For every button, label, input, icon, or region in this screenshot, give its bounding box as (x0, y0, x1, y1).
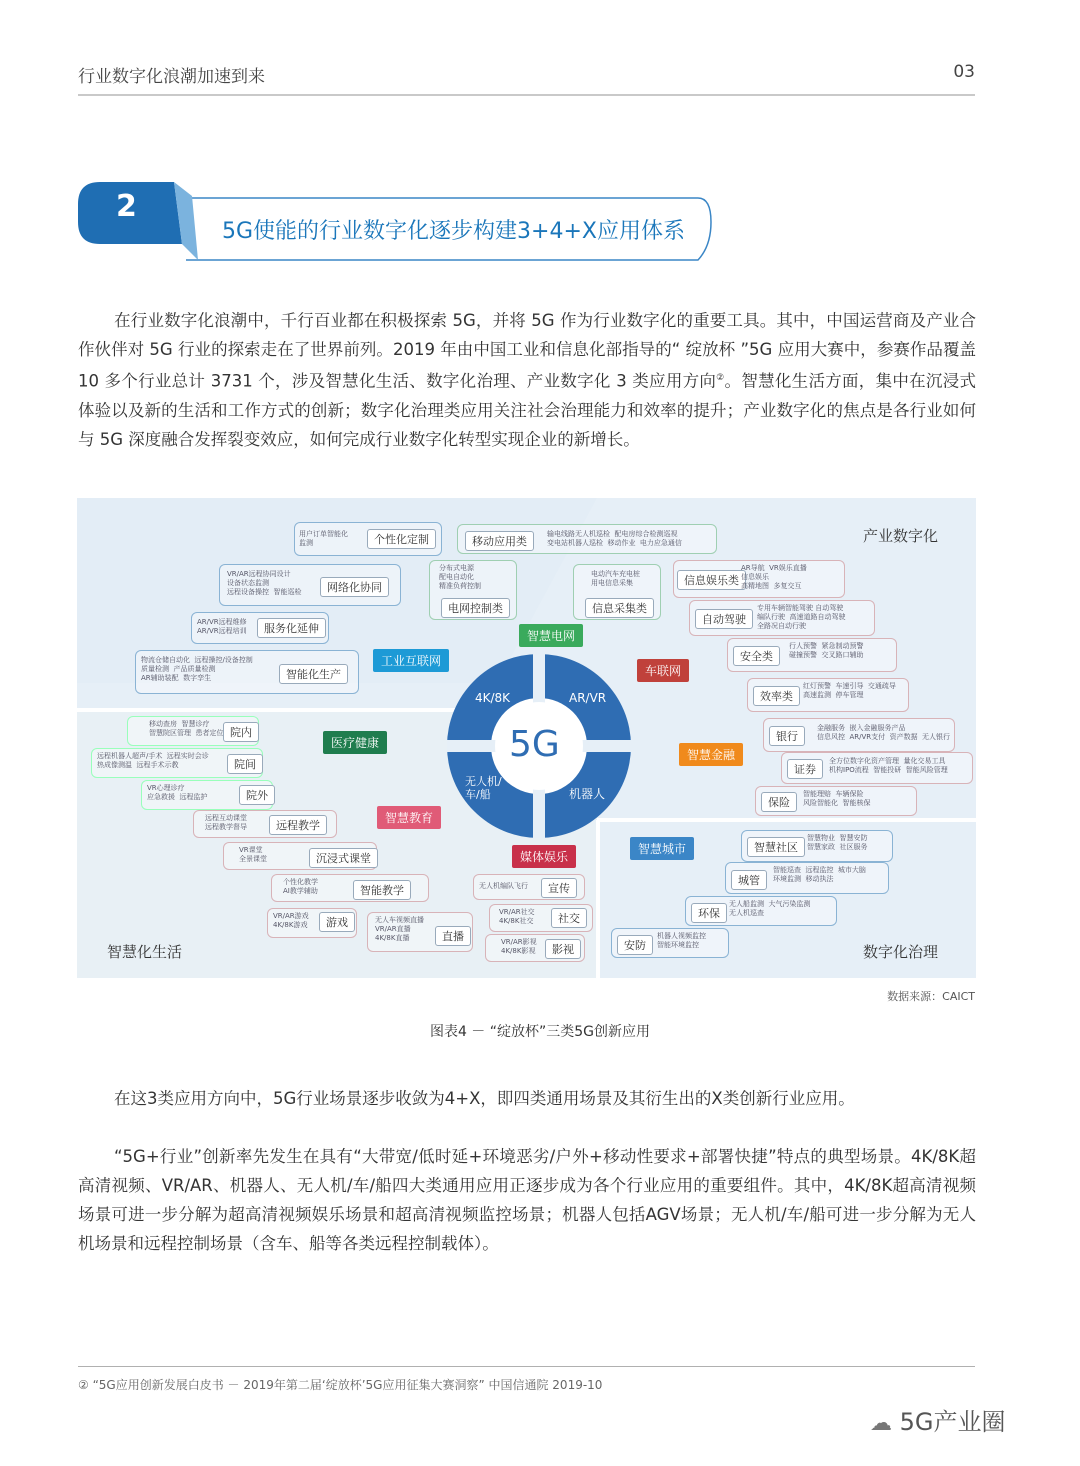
paragraph-scenarios: “5G+行业”创新率先发生在具有“大带宽/低时延+环境恶劣/户外+移动性要求+部署快捷”特点的典型场景。4K/8K超高清视频、VR/AR、机器人、无人机/车/船四大类通用应用正逐步成为各个行业应用的重要组件。其中，4K/8K超高清视频场景可进一步分解为超高清视频娱乐场景和超高清视频监控场景；机器人包括AGV场景；无人机/车/船可进一步分解为无人机场景和远程控制场景（含车、船等各类远程控制载体）。 (78, 1147, 976, 1253)
category-smart-city: 智慧城市 (630, 837, 694, 860)
detail-info-ent: AR导航 VR娱乐直播 信息娱乐 高精地图 多复交互 (741, 564, 807, 590)
detail-info-collect: 电动汽车充电桩 用电信息采集 (591, 570, 640, 587)
watermark: ☁ 5G产业圈 (870, 1408, 1006, 1436)
detail-between-hospital: 远程机器人超声/手术 远程实时会诊 热成像测温 远程手术示教 (97, 752, 209, 769)
tag-smart-production: 智能化生产 (279, 664, 348, 684)
tag-network: 网络化协同 (320, 577, 389, 597)
detail-bank: 金融服务 嵌入金融服务产品 信息风控 AR/VR支付 资产数据 无人银行 (817, 724, 951, 741)
tag-personal: 个性化定制 (367, 529, 436, 549)
tag-video: 影视 (545, 939, 581, 959)
figure-caption: 图表4 － “绽放杯”三类5G创新应用 (429, 1024, 651, 1040)
tag-between-hospital: 院间 (227, 754, 263, 774)
quadrant-drone: 无人机/车/船 (465, 775, 502, 801)
footnote-ref: ② (716, 373, 725, 383)
detail-live: 无人车视频直播 VR/AR直播 4K/8K直播 (375, 916, 424, 942)
application-diagram (77, 498, 976, 978)
quadrant-arvr: AR/VR (569, 691, 607, 705)
detail-personal: 用户订单智能化 监测 (299, 530, 348, 547)
tag-efficiency: 效率类 (753, 686, 800, 706)
tag-game: 游戏 (319, 912, 355, 932)
paragraph-4plusx: 在这3类应用方向中，5G行业场景逐步收敛为4+X，即四类通用场景及其衍生出的X类创新行业应用。 (114, 1089, 855, 1108)
detail-securities: 全方位数字化资产管理 量化交易工具 机构IPO流程 智能投研 智能风险管理 (829, 757, 948, 774)
tag-environment: 环保 (691, 903, 727, 923)
header-divider (78, 94, 975, 96)
region-industry: 产业数字化 (863, 527, 939, 545)
tag-insurance: 保险 (761, 792, 797, 812)
detail-network: VR/AR远程协同设计 设备状态监测 远程设备操控 智能巡检 (227, 570, 302, 596)
detail-grid-control: 分布式电源 配电自动化 精准负荷控制 (439, 564, 481, 590)
category-smart-grid: 智慧电网 (519, 624, 583, 647)
category-media: 媒体娱乐 (512, 845, 576, 868)
tag-bank: 银行 (769, 726, 805, 746)
detail-game: VR/AR游戏 4K/8K游戏 (273, 912, 309, 929)
tag-auto: 自动驾驶 (695, 609, 753, 629)
tag-info-ent: 信息娱乐类 (677, 570, 746, 590)
footnote: ② “5G应用创新发展白皮书 － 2019年第二届‘绽放杯’5G应用征集大赛洞察” 中国信通院 2019-10 (78, 1378, 603, 1392)
footnote-divider (78, 1366, 975, 1367)
detail-environment: 无人船监测 大气污染监测 无人机巡查 (729, 900, 811, 917)
intro-paragraph: 在行业数字化浪潮中，千行百业都在积极探索 5G，并将 5G 作为行业数字化的重要工具。其中，中国运营商及产业合作伙伴对 5G 行业的探索走在了世界前列。2019 年由中国工业和信息化部指导的“ 绽放杯 ”5G 应用大赛中，参赛作品覆盖 10 多个行业总计 3731 个，涉及智慧化生活、数字化治理、产业数字化 3 类应用方向②。智慧化生活方面，集中在沉浸式体验以及新的生活和工作方式的创新；数字化治理类应用关注社会治理能力和效率的提升；产业数字化的焦点是各行业如何与 5G 深度融合发挥裂变效应，如何完成行业数字化转型实现企业的新增长。 (78, 311, 976, 449)
tag-securities: 证券 (787, 759, 823, 779)
tag-urban: 城管 (731, 870, 767, 890)
category-education: 智慧教育 (377, 806, 441, 829)
region-life: 智慧化生活 (107, 943, 183, 961)
detail-insurance: 智能理赔 车辆保险 风险智能化 智能核保 (803, 790, 871, 807)
tag-grid-control: 电网控制类 (441, 598, 510, 618)
category-industrial-internet: 工业互联网 (373, 649, 449, 672)
tag-live: 直播 (435, 926, 471, 946)
category-vehicle-network: 车联网 (637, 659, 689, 682)
tag-safety: 安全类 (733, 646, 780, 666)
tag-security: 安防 (617, 935, 653, 955)
tag-smart-teach: 智能教学 (353, 880, 411, 900)
page-number: 03 (953, 62, 975, 82)
tag-social: 社交 (551, 908, 587, 928)
detail-out-hospital: VR心理诊疗 应急救援 远程监护 (147, 784, 208, 801)
detail-security: 机器人视频监控 智能环境监控 (657, 932, 706, 949)
data-source: 数据来源：CAICT (887, 990, 975, 1003)
tag-info-collect: 信息采集类 (585, 598, 654, 618)
detail-in-hospital: 移动查房 智慧诊疗 智慧院区管理 患者定位 (149, 720, 224, 737)
detail-efficiency: 红灯预警 车速引导 交通疏导 高速监测 停车管理 (803, 682, 896, 699)
category-finance: 智慧金融 (679, 743, 743, 766)
running-header-title: 行业数字化浪潮加速到来 (78, 67, 265, 87)
tag-promote: 宣传 (541, 878, 577, 898)
detail-smart-production: 物流仓储自动化 远程操控/设备控制 质量检测 产品质量检测 AR辅助装配 数字孪生 (141, 656, 253, 682)
detail-video: VR/AR影视 4K/8K影视 (501, 938, 537, 955)
detail-mobile: 输电线路无人机巡检 配电房综合检测巡视 变电站机器人巡检 移动作业 电力应急通信 (547, 530, 682, 547)
detail-safety: 行人预警 紧急制动预警 碰撞预警 交叉路口辅助 (789, 642, 864, 659)
tag-service: 服务化延伸 (257, 618, 326, 638)
detail-remote-teach: 远程互动课堂 远程教学督导 (205, 814, 247, 831)
tag-in-hospital: 院内 (223, 722, 259, 742)
center-5g: 5G (509, 724, 560, 765)
detail-urban: 智能巡查 远程监控 城市大脑 环境监测 移动执法 (773, 866, 866, 883)
detail-social: VR/AR社交 4K/8K社交 (499, 908, 535, 925)
detail-immersive: VR课堂 全景课堂 (239, 846, 267, 863)
section-number: 2 (116, 189, 137, 224)
region-governance: 数字化治理 (863, 943, 939, 961)
quadrant-4k8k: 4K/8K (475, 691, 511, 705)
category-medical: 医疗健康 (323, 731, 387, 754)
tag-out-hospital: 院外 (239, 785, 275, 805)
detail-auto: 专用车辆智能驾驶 自动驾驶 编队行驶 高速道路自动驾驶 全路况自动行驶 (757, 604, 846, 630)
detail-promote: 无人机编队飞行 (479, 882, 528, 890)
detail-smart-teach: 个性化教学 AI教学辅助 (283, 878, 318, 895)
section-title: 5G使能的行业数字化逐步构建3+4+X应用体系 (222, 219, 685, 244)
detail-community: 智慧物业 智慧安防 智慧家政 社区服务 (807, 834, 868, 851)
quadrant-robot: 机器人 (569, 787, 606, 801)
tag-mobile: 移动应用类 (465, 531, 534, 551)
tag-community: 智慧社区 (747, 837, 805, 857)
wechat-icon: ☁ (870, 1411, 892, 1436)
detail-service: AR/VR远程维修 AR/VR远程培训 (197, 618, 247, 635)
tag-remote-teach: 远程教学 (269, 815, 327, 835)
tag-immersive: 沉浸式课堂 (309, 848, 378, 868)
